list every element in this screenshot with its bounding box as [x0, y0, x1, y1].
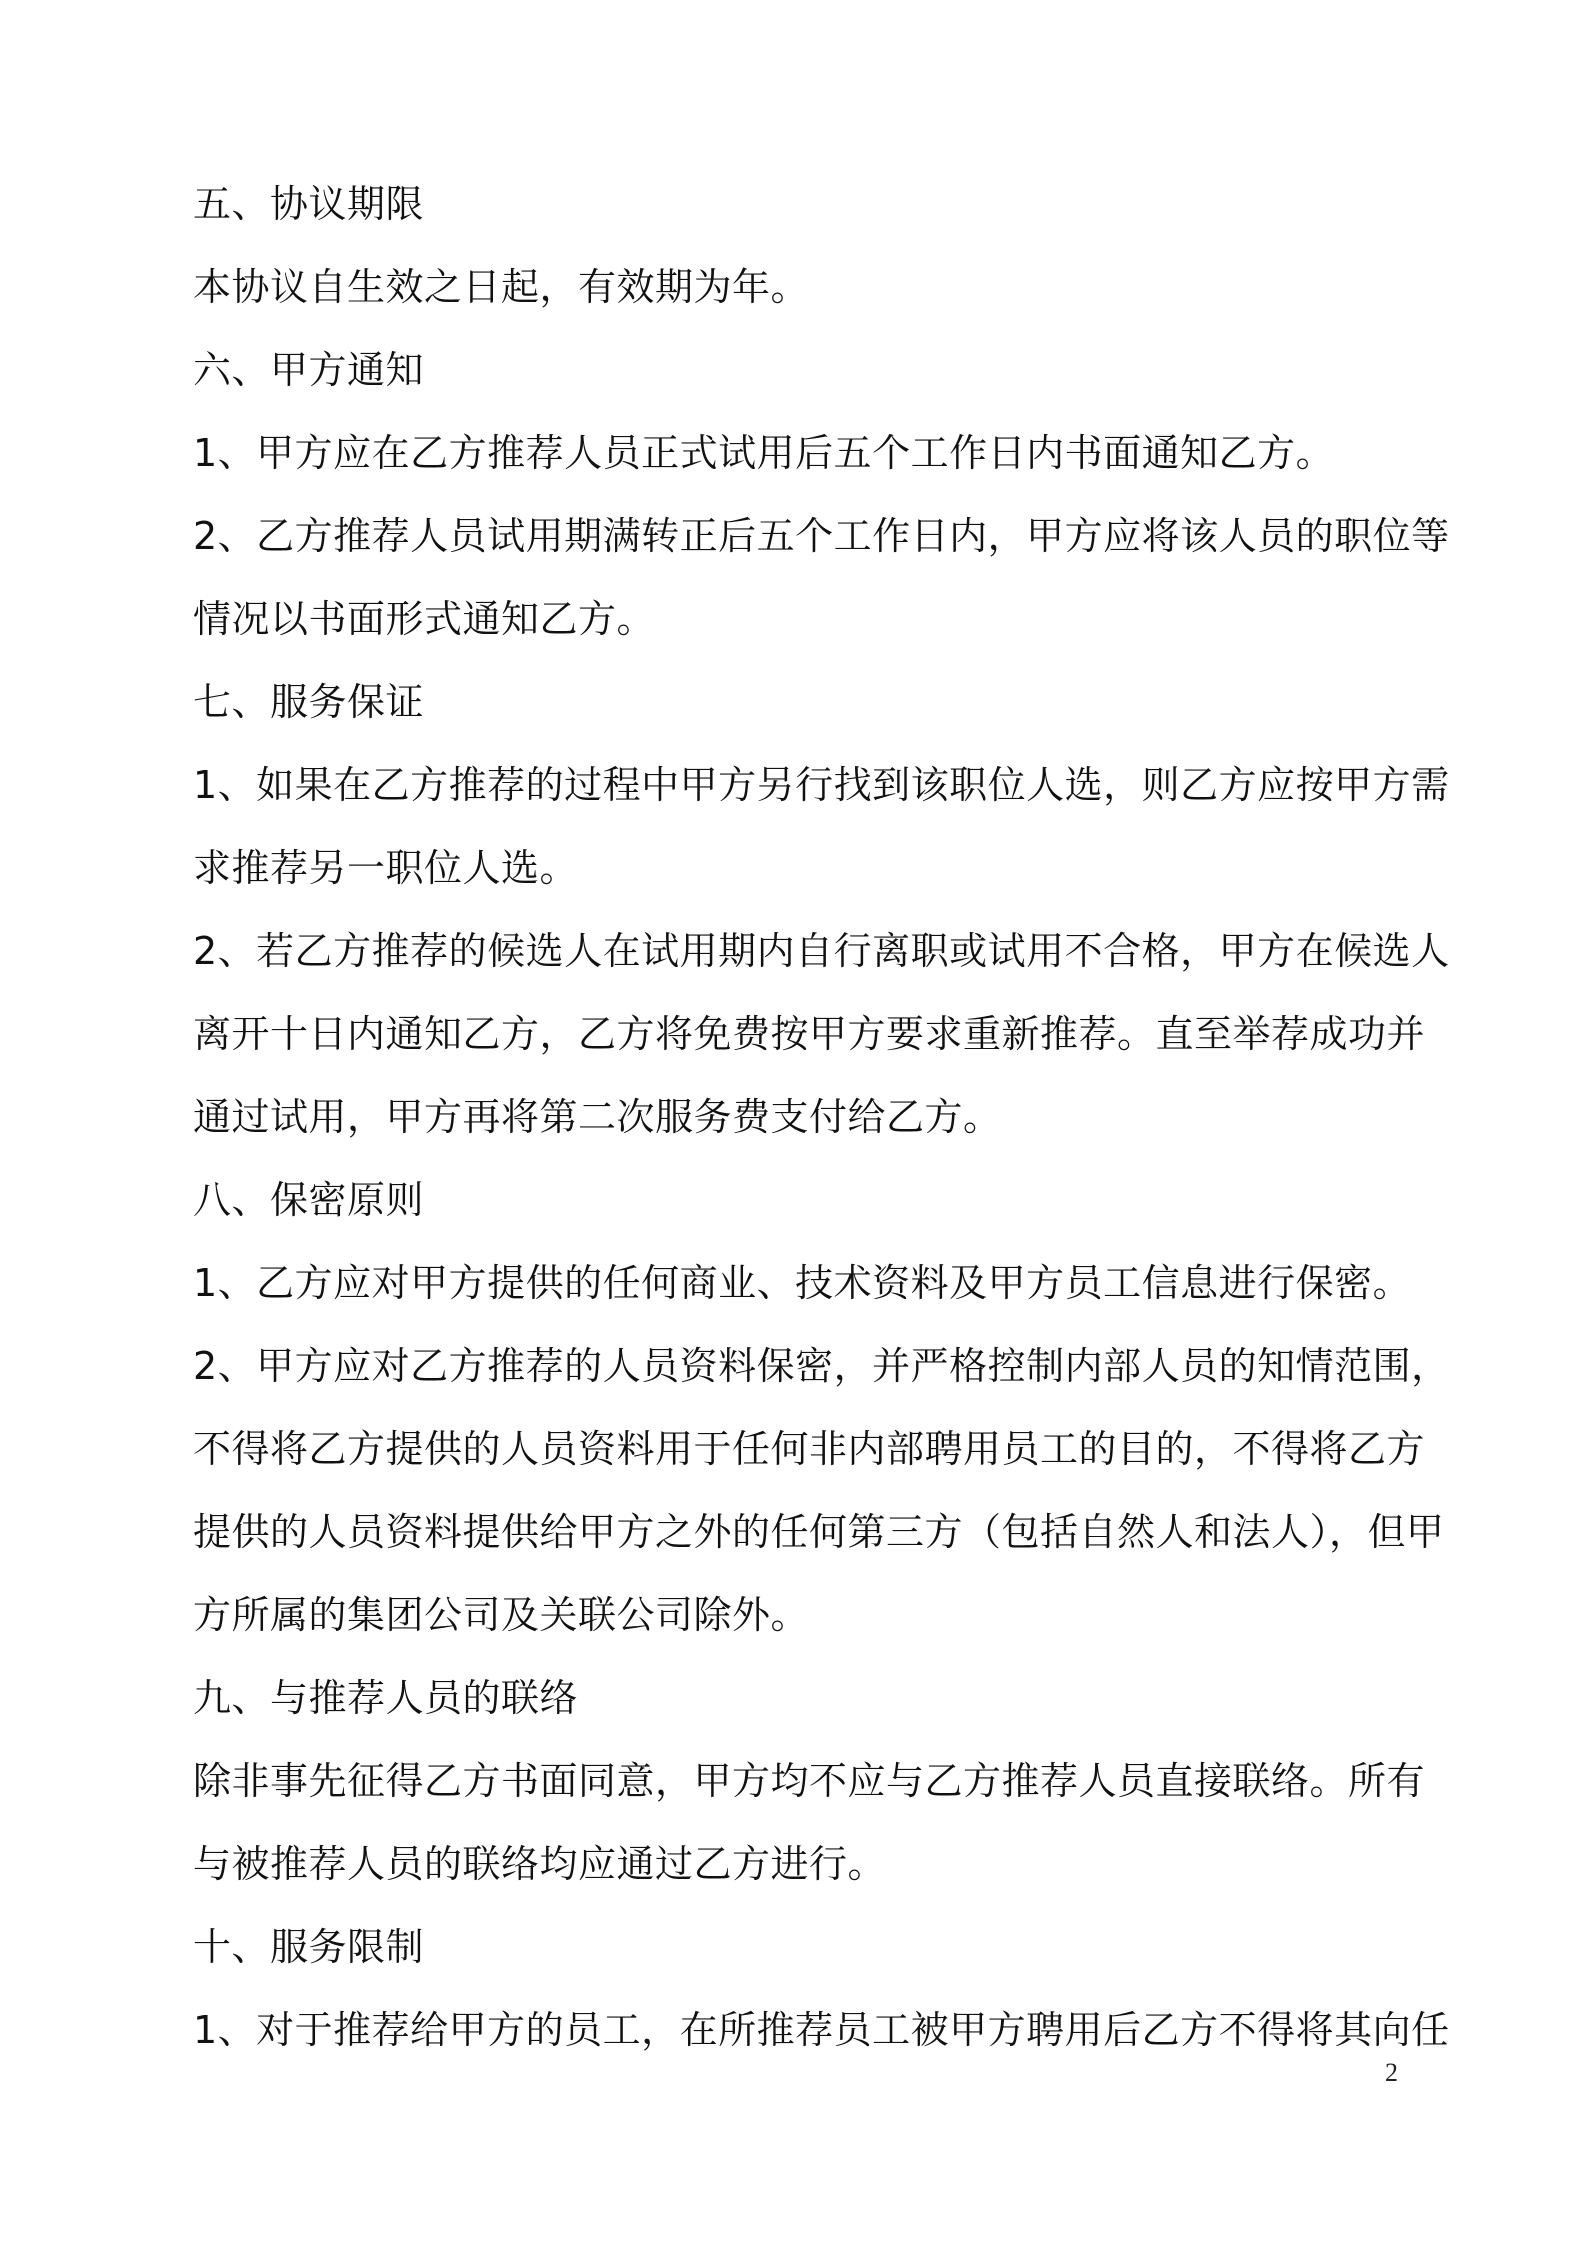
paragraph-line: 1、如果在乙方推荐的过程中甲方另行找到该职位人选，则乙方应按甲方需	[193, 763, 1450, 807]
section-heading-confidentiality: 八、保密原则	[193, 1178, 425, 1222]
paragraph-line: 方所属的集团公司及关联公司除外。	[193, 1593, 810, 1637]
paragraph-line: 除非事先征得乙方书面同意，甲方均不应与乙方推荐人员直接联络。所有	[193, 1759, 1426, 1803]
paragraph-line: 提供的人员资料提供给甲方之外的任何第三方（包括自然人和法人），但甲	[193, 1510, 1445, 1554]
paragraph-line: 2、若乙方推荐的候选人在试用期内自行离职或试用不合格，甲方在候选人	[193, 929, 1450, 973]
paragraph-line: 1、甲方应在乙方推荐人员正式试用后五个工作日内书面通知乙方。	[193, 431, 1335, 475]
section-heading-notice: 六、甲方通知	[193, 348, 425, 392]
paragraph-line: 不得将乙方提供的人员资料用于任何非内部聘用员工的目的，不得将乙方	[193, 1427, 1426, 1471]
paragraph-line: 离开十日内通知乙方，乙方将免费按甲方要求重新推荐。直至举荐成功并	[193, 1012, 1426, 1056]
paragraph-line: 本协议自生效之日起，有效期为年。	[193, 265, 810, 309]
section-heading-term: 五、协议期限	[193, 182, 425, 226]
paragraph-line: 与被推荐人员的联络均应通过乙方进行。	[193, 1842, 887, 1886]
paragraph-line: 2、乙方推荐人员试用期满转正后五个工作日内，甲方应将该人员的职位等	[193, 514, 1450, 558]
section-heading-contact: 九、与推荐人员的联络	[193, 1676, 579, 1720]
paragraph-line: 1、对于推荐给甲方的员工，在所推荐员工被甲方聘用后乙方不得将其向任	[193, 2008, 1450, 2052]
paragraph-line: 情况以书面形式通知乙方。	[193, 597, 656, 641]
paragraph-line: 通过试用，甲方再将第二次服务费支付给乙方。	[193, 1095, 1002, 1139]
paragraph-line: 1、乙方应对甲方提供的任何商业、技术资料及甲方员工信息进行保密。	[193, 1261, 1412, 1305]
page-number: 2	[1385, 2058, 1398, 2087]
paragraph-line: 2、甲方应对乙方推荐的人员资料保密，并严格控制内部人员的知情范围，	[193, 1344, 1450, 1388]
paragraph-line: 求推荐另一职位人选。	[193, 846, 579, 890]
section-heading-restriction: 十、服务限制	[193, 1925, 425, 1969]
section-heading-guarantee: 七、服务保证	[193, 680, 425, 724]
